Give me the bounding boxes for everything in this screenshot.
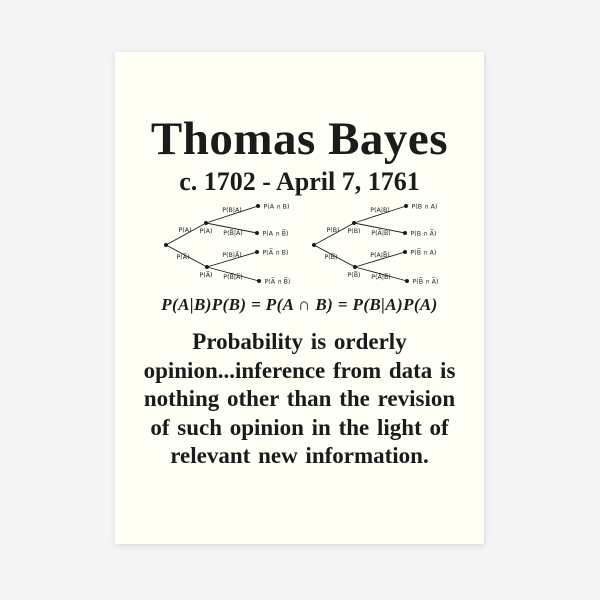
tree-node-dot <box>255 231 259 235</box>
poster <box>115 52 484 544</box>
tree-branch-label: P(B) <box>326 227 340 234</box>
bayes-theorem-formula: P(A|B)P(B) = P(A ∩ B) = P(B|A)P(A) <box>161 295 438 314</box>
tree-node-dot <box>312 243 316 247</box>
tree-leaf-label: P(A ∩ B) <box>263 203 290 211</box>
tree-node-dot <box>404 204 408 208</box>
tree-branch-label: P(B̅|A) <box>223 230 243 237</box>
probability-tree-b-first <box>312 203 438 285</box>
tree-leaf-label: P(B̅ ∩ A̅) <box>412 278 439 286</box>
quote-line: of such opinion in the light of <box>150 414 449 440</box>
tree-branch-label: P(A̅) <box>199 272 213 279</box>
tree-branch-label: P(B|A̅) <box>222 252 242 259</box>
tree-branch-label: P(A̅) <box>176 254 190 261</box>
probability-tree-a-first <box>164 203 290 285</box>
tree-node-dot <box>255 250 259 254</box>
tree-node-dot <box>353 265 357 269</box>
tree-branch-label: P(B|A) <box>222 207 242 214</box>
tree-branch-label: P(A|B̅) <box>370 252 390 259</box>
poster-title: Thomas Bayes <box>150 113 449 165</box>
tree-branch-label: P(A̅|B) <box>371 230 391 237</box>
tree-node-dot <box>403 231 407 235</box>
probability-tree-diagrams <box>115 198 484 294</box>
tree-branch-label: P(B̅) <box>347 272 361 279</box>
tree-branch-label: P(B) <box>347 228 361 235</box>
bayes-quote <box>115 328 484 471</box>
tree-branch-label: P(A̅|B̅) <box>371 274 391 281</box>
tree-branch-label: P(A|B) <box>370 207 390 214</box>
tree-leaf-label: P(B̅ ∩ A) <box>410 249 437 257</box>
tree-branch-label: P(A) <box>178 227 192 234</box>
tree-node-dot <box>164 243 168 247</box>
quote-line: nothing other than the revision <box>143 386 456 411</box>
quote-line: Probability is orderly <box>192 329 407 354</box>
tree-node-dot <box>204 221 208 225</box>
tree-node-dot <box>257 279 261 283</box>
tree-node-dot <box>403 250 407 254</box>
tree-branch-label: P(B̅) <box>324 254 338 261</box>
tree-node-dot <box>205 265 209 269</box>
tree-leaf-label: P(B ∩ A) <box>411 203 438 211</box>
tree-node-dot <box>256 204 260 208</box>
tree-node-dot <box>405 279 409 283</box>
tree-leaf-label: P(A̅ ∩ B̅) <box>264 278 291 286</box>
tree-leaf-label: P(A̅ ∩ B) <box>262 249 289 257</box>
tree-node-dot <box>352 221 356 225</box>
quote-line: opinion...inference from data is <box>143 357 456 383</box>
poster-dates: c. 1702 - April 7, 1761 <box>179 167 420 196</box>
tree-branch-label: P(A) <box>199 228 213 235</box>
tree-leaf-label: P(A ∩ B̅) <box>262 230 289 238</box>
tree-leaf-label: P(B ∩ A̅) <box>410 230 437 238</box>
tree-branch-label: P(B̅|A̅) <box>223 274 243 281</box>
quote-line: relevant new information. <box>170 443 429 468</box>
